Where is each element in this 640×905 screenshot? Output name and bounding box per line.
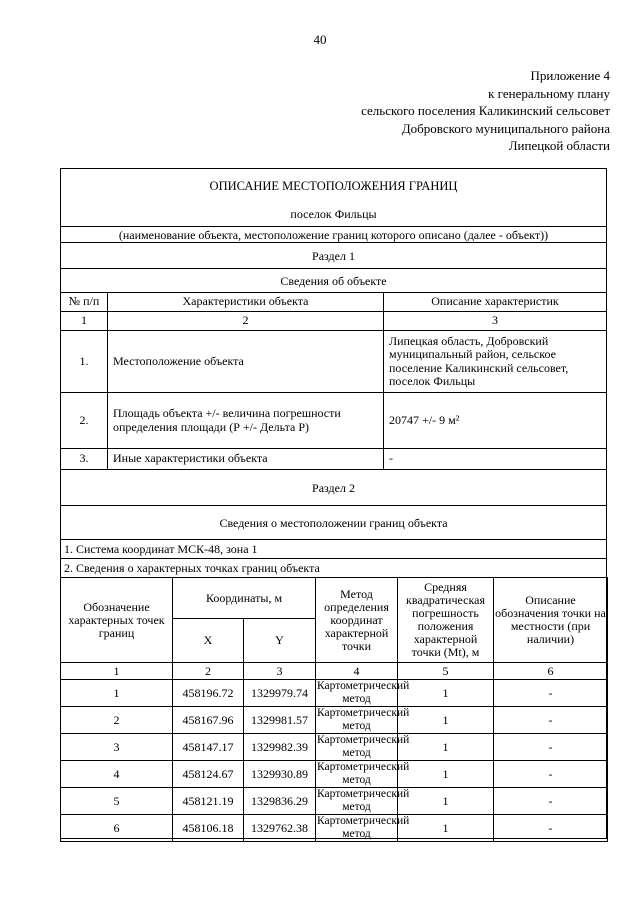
- colnum: 1: [81, 313, 87, 328]
- point-method: Картометрический метод: [317, 815, 410, 840]
- row-num: 1.: [79, 353, 89, 368]
- point-y: 1329979.74: [244, 680, 316, 707]
- section1-colnum-row: [61, 312, 606, 331]
- point-method: Картометрический метод: [317, 788, 410, 813]
- point-method: Картометрический метод: [317, 734, 410, 759]
- colnum: 2: [173, 663, 244, 680]
- point-error: 1: [398, 761, 494, 788]
- table-row: [61, 761, 608, 788]
- table-colnum-row: [61, 663, 608, 680]
- point-id: 2: [61, 707, 173, 734]
- header-x: X: [173, 619, 244, 663]
- header-designation: Обозначение характерных точек границ: [61, 578, 173, 663]
- appendix-line: Липецкой области: [508, 138, 610, 153]
- section1-row: [61, 393, 606, 449]
- row-characteristic: Площадь объекта +/- величина погрешности определения площади (Р +/- Дельта Р): [107, 393, 383, 448]
- row-description: 20747 +/- 9 м²: [383, 393, 606, 448]
- point-id: 6: [61, 815, 173, 842]
- colnum: 3: [244, 663, 316, 680]
- row-num: 2.: [79, 412, 89, 427]
- point-description: -: [494, 680, 608, 707]
- point-method: Картометрический метод: [317, 761, 410, 786]
- title-block: [61, 169, 606, 226]
- table-row: [61, 707, 608, 734]
- row-characteristic: Иные характеристики объекта: [107, 449, 383, 469]
- document-title: ОПИСАНИЕ МЕСТОПОЛОЖЕНИЯ ГРАНИЦ: [209, 179, 458, 193]
- appendix-line: Добровского муниципального района: [401, 120, 610, 136]
- page-number: 40: [313, 32, 327, 47]
- header-point-description: Описание обозначения точки на местности (при наличии): [494, 578, 608, 663]
- point-description: -: [494, 761, 608, 788]
- object-name: поселок Фильцы: [290, 207, 377, 221]
- point-x: 458106.18: [173, 815, 244, 842]
- row-description: -: [383, 449, 606, 469]
- boundary-description-form: [60, 168, 607, 839]
- appendix-line: сельского поселения Каликинский сельсовет: [361, 103, 610, 118]
- header-characteristic: Характеристики объекта: [107, 293, 383, 311]
- point-error: 1: [398, 734, 494, 761]
- row-num: 3.: [79, 451, 89, 466]
- colnum: 5: [398, 663, 494, 680]
- point-id: 4: [61, 761, 173, 788]
- table-row: [61, 734, 608, 761]
- table-header-row: [61, 578, 608, 619]
- point-x: 458121.19: [173, 788, 244, 815]
- appendix-line: к генеральному плану: [488, 85, 610, 101]
- point-y: 1329982.39: [244, 734, 316, 761]
- header-num: № п/п: [68, 294, 100, 309]
- colnum: 1: [61, 663, 173, 680]
- header-method: Метод определения координат характерной точки: [316, 578, 398, 663]
- point-x: 458167.96: [173, 707, 244, 734]
- coordinate-system: 1. Система координат МСК-48, зона 1: [61, 540, 606, 559]
- point-error: 1: [398, 788, 494, 815]
- appendix-line: Приложение 4: [530, 68, 610, 83]
- header-coordinates: Координаты, м: [173, 578, 316, 619]
- section1-row: [61, 331, 606, 393]
- point-method: Картометрический метод: [317, 680, 410, 705]
- point-error: 1: [398, 680, 494, 707]
- points-title: 2. Сведения о характерных точках границ объекта: [64, 561, 320, 575]
- point-error: 1: [398, 707, 494, 734]
- point-description: -: [494, 815, 608, 842]
- table-row: [61, 680, 608, 707]
- point-y: 1329762.38: [244, 815, 316, 842]
- boundary-points-table: [60, 577, 608, 842]
- colnum: 3: [383, 312, 606, 330]
- header-y: Y: [244, 619, 316, 663]
- section2-subheading: Сведения о местоположении границ объекта: [61, 506, 606, 540]
- point-y: 1329981.57: [244, 707, 316, 734]
- point-description: -: [494, 734, 608, 761]
- section1-subheading: Сведения об объекте: [61, 269, 606, 293]
- table-row: [61, 815, 608, 842]
- point-description: -: [494, 788, 608, 815]
- point-id: 3: [61, 734, 173, 761]
- appendix-header: [210, 67, 610, 155]
- point-error: 1: [398, 815, 494, 842]
- point-description: -: [494, 707, 608, 734]
- colnum: 4: [316, 663, 398, 680]
- point-method: Картометрический метод: [317, 707, 410, 732]
- colnum: 6: [494, 663, 608, 680]
- point-x: 458124.67: [173, 761, 244, 788]
- table-row: [61, 788, 608, 815]
- point-y: 1329836.29: [244, 788, 316, 815]
- point-id: 1: [61, 680, 173, 707]
- section1-heading: Раздел 1: [61, 243, 606, 269]
- section2-heading: Раздел 2: [61, 470, 606, 506]
- colnum: 2: [107, 312, 383, 330]
- point-x: 458147.17: [173, 734, 244, 761]
- point-id: 5: [61, 788, 173, 815]
- row-description: Липецкая область, Добровский муниципальный район, сельское поселение Каликинский сельсовет, поселок Фильцы: [383, 331, 606, 392]
- point-y: 1329930.89: [244, 761, 316, 788]
- header-error: Средняя квадратическая погрешность положения характерной точки (Mt), м: [398, 578, 494, 663]
- section1-header-row: [61, 293, 606, 312]
- row-characteristic: Местоположение объекта: [107, 331, 383, 392]
- header-description: Описание характеристик: [383, 293, 606, 311]
- section1-row: [61, 449, 606, 470]
- object-caption: (наименование объекта, местоположение границ которого описано (далее - объект)): [61, 226, 606, 243]
- point-x: 458196.72: [173, 680, 244, 707]
